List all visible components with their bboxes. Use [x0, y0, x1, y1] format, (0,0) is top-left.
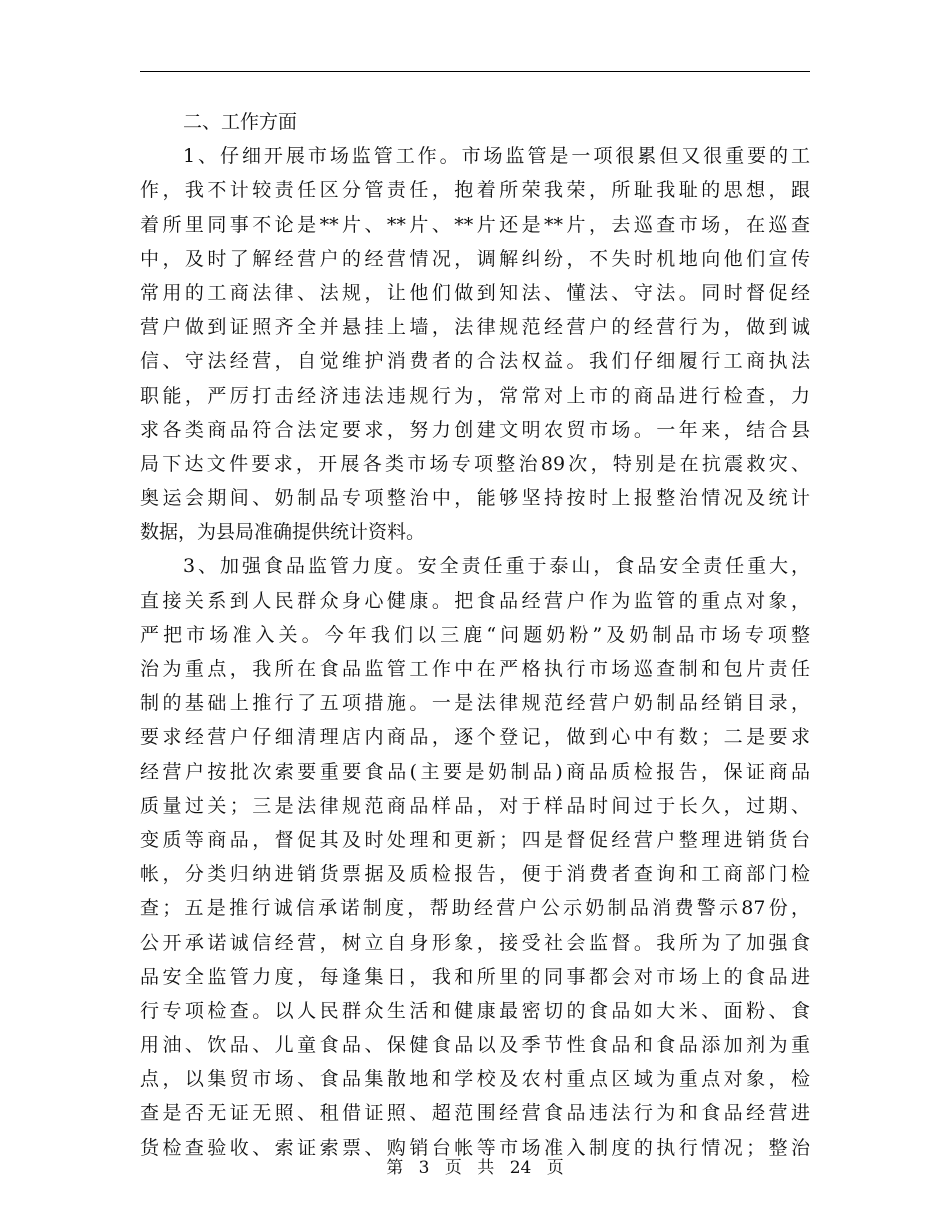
text-line: 制的基础上推行了五项措施。一是法律规范经营户奶制品经销目录， [140, 692, 810, 715]
text-line: 查是否无证无照、租借证照、超范围经营食品违法行为和食品经营进 [140, 1102, 810, 1125]
paragraph-1 [140, 139, 810, 549]
text-line: 中，及时了解经营户的经营情况，调解纠纷，不失时机地向他们宣传 [140, 247, 810, 270]
text-line: 公开承诺诚信经营，树立自身形象，接受社会监督。我所为了加强食 [140, 931, 810, 954]
text-line: 3、加强食品监管力度。安全责任重于泰山，食品安全责任重大， [183, 555, 810, 578]
text-line: 点，以集贸市场、食品集散地和学校及农村重点区域为重点对象，检 [140, 1068, 810, 1091]
footer-prefix: 第 [386, 1158, 404, 1178]
text-line: 作，我不计较责任区分管责任，抱着所荣我荣，所耻我耻的思想，跟 [140, 179, 810, 202]
section-heading: 二、工作方面 [183, 111, 298, 133]
total-page-count: 24 [509, 1158, 532, 1178]
text-line: 1、仔细开展市场监管工作。市场监管是一项很累但又很重要的工 [183, 145, 810, 168]
text-line: 直接关系到人民群众身心健康。把食品经营户作为监管的重点对象， [140, 589, 810, 612]
footer-total-word: 共 [477, 1158, 495, 1178]
text-line: 奥运会期间、奶制品专项整治中，能够坚持按时上报整治情况及统计 [140, 487, 810, 510]
text-line: 质量过关；三是法律规范商品样品，对于样品时间过于长久，过期、 [140, 794, 810, 817]
current-page-number: 3 [418, 1158, 430, 1178]
text-line: 职能，严厉打击经济违法违规行为，常常对上市的商品进行检查，力 [140, 384, 810, 407]
text-line: 行专项检查。以人民群众生活和健康最密切的食品如大米、面粉、食 [140, 999, 810, 1022]
text-line: 治为重点，我所在食品监管工作中在严格执行市场巡查制和包片责任 [140, 658, 810, 680]
text-line: 货检查验收、索证索票、购销台帐等市场准入制度的执行情况；整治 [140, 1136, 810, 1159]
text-line: 严把市场准入关。今年我们以三鹿“问题奶粉”及奶制品市场专项整 [140, 623, 810, 646]
text-line: 用油、饮品、儿童食品、保健食品以及季节性食品和食品添加剂为重 [140, 1034, 810, 1057]
footer-suffix: 页 [546, 1158, 564, 1178]
text-line: 局下达文件要求，开展各类市场专项整治89次，特别是在抗震救灾、 [140, 452, 810, 475]
text-line: 帐，分类归纳进销货票据及质检报告，便于消费者查询和工商部门检 [140, 863, 810, 886]
text-line: 查；五是推行诚信承诺制度，帮助经营户公示奶制品消费警示87份， [140, 897, 810, 920]
text-line: 着所里同事不论是**片、**片、**片还是**片，去巡查市场，在巡查 [140, 213, 810, 236]
text-line: 求各类商品符合法定要求，努力创建文明农贸市场。一年来，结合县 [140, 418, 810, 441]
header-rule [140, 71, 810, 72]
footer-page-word: 页 [444, 1158, 462, 1178]
text-line: 经营户按批次索要重要食品(主要是奶制品)商品质检报告，保证商品 [140, 760, 810, 783]
text-line: 品安全监管力度，每逢集日，我和所里的同事都会对市场上的食品进 [140, 965, 810, 988]
text-line: 数据，为县局准确提供统计资料。 [140, 521, 426, 544]
text-line: 常用的工商法律、法规，让他们做到知法、懂法、守法。同时督促经 [140, 281, 810, 304]
text-line: 变质等商品，督促其及时处理和更新；四是督促经营户整理进销货台 [140, 828, 810, 851]
page-footer [0, 1153, 950, 1178]
text-line: 信、守法经营，自觉维护消费者的合法权益。我们仔细履行工商执法 [140, 350, 810, 373]
text-line: 要求经营户仔细清理店内商品，逐个登记，做到心中有数；二是要求 [140, 726, 810, 749]
document-body [140, 105, 810, 1165]
text-line: 营户做到证照齐全并悬挂上墙，法律规范经营户的经营行为，做到诚 [140, 316, 810, 339]
paragraph-3 [140, 549, 810, 1164]
